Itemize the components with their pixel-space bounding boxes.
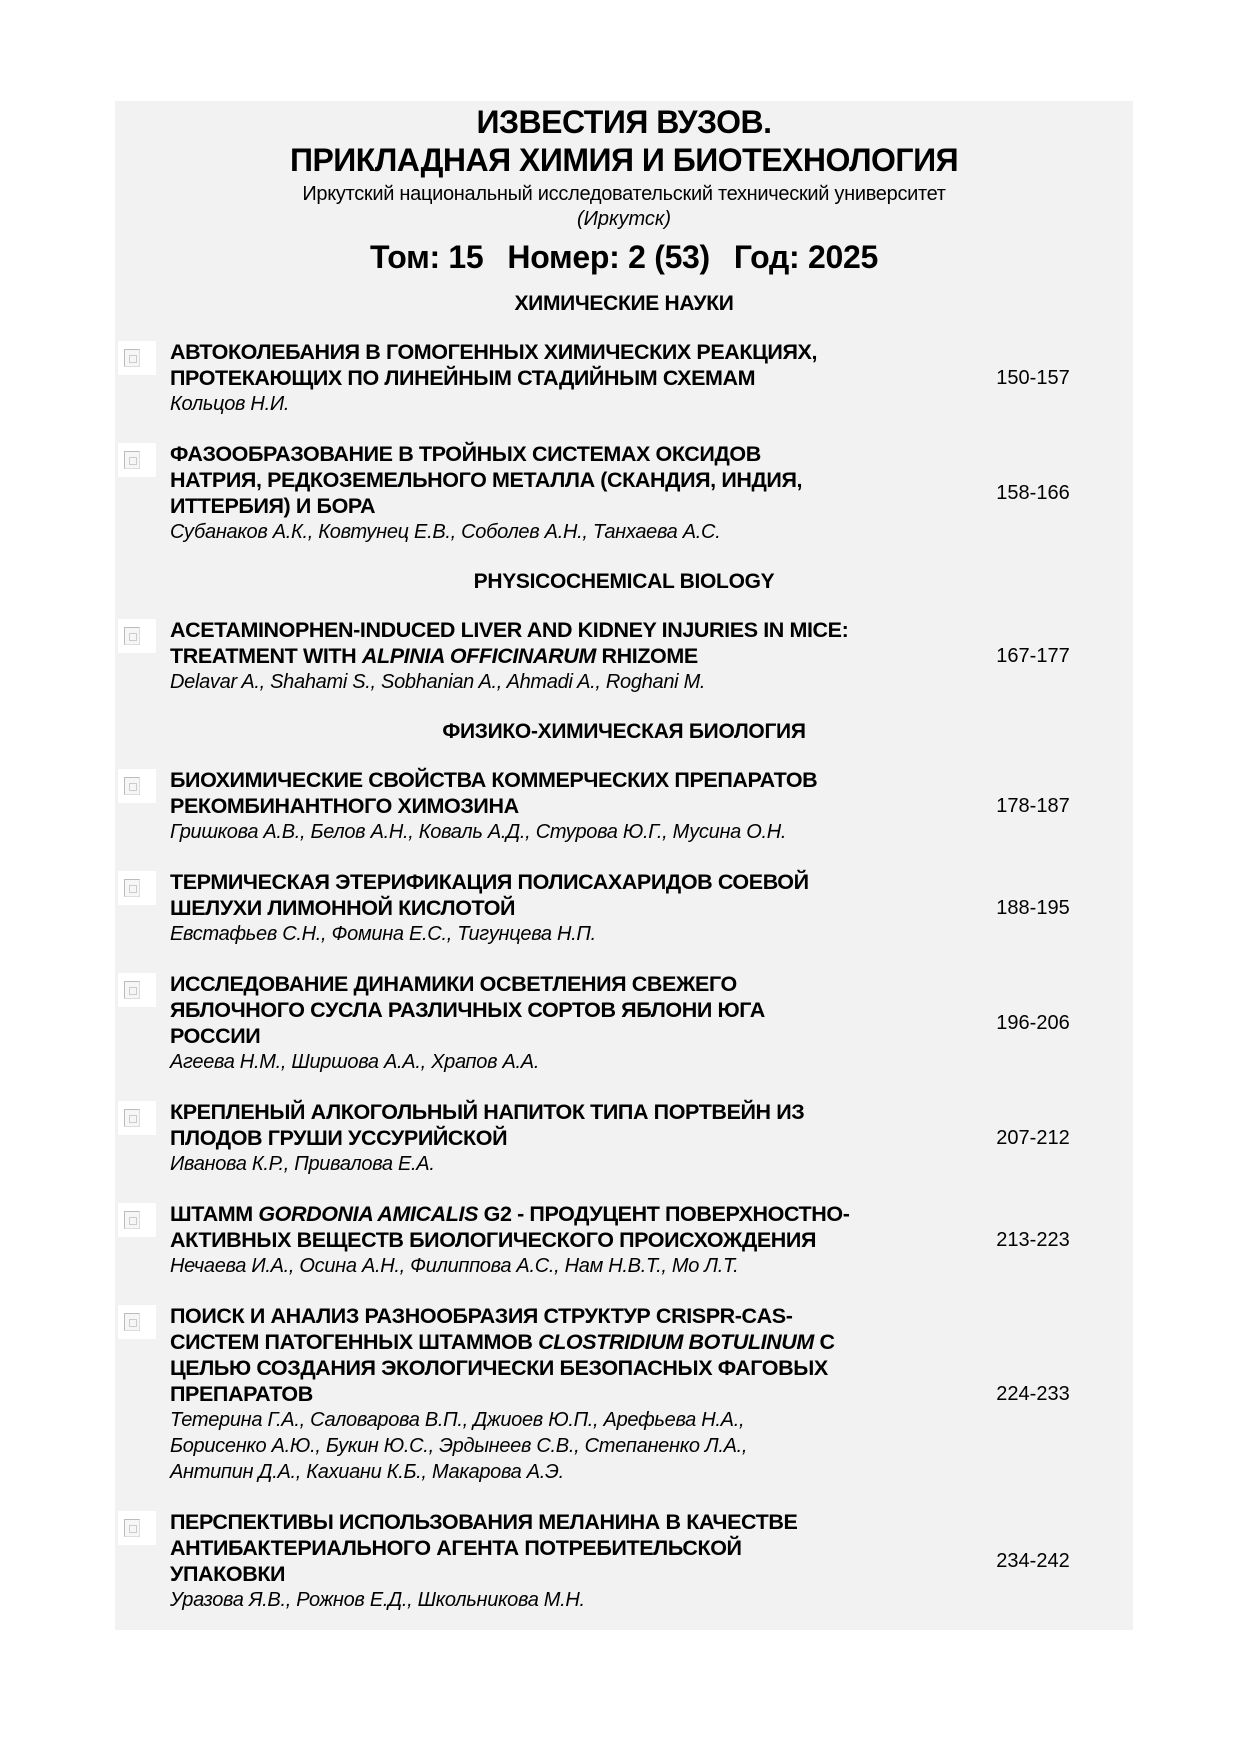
article-checkbox[interactable] xyxy=(118,341,156,375)
title-line xyxy=(170,467,930,493)
title-line xyxy=(170,1125,930,1151)
author-line: Евстафьев С.Н., Фомина Е.С., Тигунцева Н.П. xyxy=(170,923,596,945)
title-segment: GORDONIA AMICALIS xyxy=(258,1202,479,1226)
article-checkbox[interactable] xyxy=(118,1305,156,1339)
article-title[interactable] xyxy=(170,869,930,921)
author-line: Уразова Я.В., Рожнов Е.Д., Школьникова М.Н. xyxy=(170,1589,585,1611)
image-placeholder-icon xyxy=(124,879,140,897)
title-line xyxy=(170,1535,930,1561)
title-segment: РЕКОМБИНАНТНОГО ХИМОЗИНА xyxy=(170,794,519,818)
article-item xyxy=(115,617,1133,695)
title-segment: TREATMENT WITH xyxy=(170,644,362,668)
author-line: Антипин Д.А., Кахиани К.Б., Макарова А.Э. xyxy=(170,1461,564,1483)
article-item xyxy=(115,1509,1133,1613)
article-pages: 188-195 xyxy=(996,897,1070,919)
title-line xyxy=(170,441,930,467)
author-line: Субанаков А.К., Ковтунец Е.В., Соболев А.Н., Танхаева А.С. xyxy=(170,521,721,543)
article-title[interactable] xyxy=(170,441,930,519)
article-checkbox[interactable] xyxy=(118,871,156,905)
title-segment: ПРЕПАРАТОВ xyxy=(170,1382,313,1406)
article-body xyxy=(170,869,930,947)
title-line xyxy=(170,1201,930,1227)
article-checkbox[interactable] xyxy=(118,769,156,803)
number: Номер: 2 (53) xyxy=(507,239,710,275)
journal-header xyxy=(115,103,1133,277)
article-authors xyxy=(170,1587,930,1613)
title-line xyxy=(170,895,930,921)
article-item xyxy=(115,441,1133,545)
author-line: Кольцов Н.И. xyxy=(170,393,290,415)
article-pages: 224-233 xyxy=(996,1383,1070,1405)
title-line xyxy=(170,1355,930,1381)
article-checkbox[interactable] xyxy=(118,973,156,1007)
article-pages: 178-187 xyxy=(996,795,1070,817)
author-line: Нечаева И.А., Осина А.Н., Филиппова А.С., Нам Н.В.Т., Мо Л.Т. xyxy=(170,1255,739,1277)
title-segment: G2 - ПРОДУЦЕНТ ПОВЕРХНОСТНО- xyxy=(478,1202,850,1226)
article-pages: 158-166 xyxy=(996,482,1070,504)
article-title[interactable] xyxy=(170,767,930,819)
article-title[interactable] xyxy=(170,617,930,669)
title-line xyxy=(170,1023,930,1049)
title-segment: ПРОТЕКАЮЩИХ ПО ЛИНЕЙНЫМ СТАДИЙНЫМ СХЕМАМ xyxy=(170,366,756,390)
title-line xyxy=(170,493,930,519)
title-line xyxy=(170,1099,930,1125)
author-line: Гришкова А.В., Белов А.Н., Коваль А.Д., Стурова Ю.Г., Мусина О.Н. xyxy=(170,821,787,843)
article-body xyxy=(170,1201,930,1279)
article-title[interactable] xyxy=(170,1201,930,1253)
article-authors xyxy=(170,391,930,417)
article-checkbox[interactable] xyxy=(118,619,156,653)
title-segment: СИСТЕМ ПАТОГЕННЫХ ШТАММОВ xyxy=(170,1330,539,1354)
image-placeholder-icon xyxy=(124,1519,140,1537)
article-item xyxy=(115,1201,1133,1279)
title-segment: ЦЕЛЬЮ СОЗДАНИЯ ЭКОЛОГИЧЕСКИ БЕЗОПАСНЫХ ФАГОВЫХ xyxy=(170,1356,828,1380)
article-authors xyxy=(170,1253,930,1279)
title-segment: ПЕРСПЕКТИВЫ ИСПОЛЬЗОВАНИЯ МЕЛАНИНА В КАЧЕСТВЕ xyxy=(170,1510,798,1534)
volume: Том: 15 xyxy=(370,239,484,275)
title-segment: ШТАММ xyxy=(170,1202,259,1226)
article-pages: 196-206 xyxy=(996,1012,1070,1034)
article-title[interactable] xyxy=(170,1509,930,1587)
issue-info xyxy=(115,237,1133,277)
author-line: Иванова К.Р., Привалова Е.А. xyxy=(170,1153,435,1175)
title-segment: КРЕПЛЕНЫЙ АЛКОГОЛЬНЫЙ НАПИТОК ТИПА ПОРТВЕЙН ИЗ xyxy=(170,1100,805,1124)
section-heading: PHYSICOCHEMICAL BIOLOGY xyxy=(473,570,775,593)
image-placeholder-icon xyxy=(124,349,140,367)
title-segment: ACETAMINOPHEN-INDUCED LIVER AND KIDNEY INJURIES IN MICE: xyxy=(170,618,849,642)
title-segment: АКТИВНЫХ ВЕЩЕСТВ БИОЛОГИЧЕСКОГО ПРОИСХОЖДЕНИЯ xyxy=(170,1228,817,1252)
author-line: Борисенко А.Ю., Букин Ю.С., Эрдынеев С.В., Степаненко Л.А., xyxy=(170,1435,748,1457)
title-line xyxy=(170,997,930,1023)
title-line xyxy=(170,767,930,793)
article-checkbox[interactable] xyxy=(118,1101,156,1135)
title-segment: ЯБЛОЧНОГО СУСЛА РАЗЛИЧНЫХ СОРТОВ ЯБЛОНИ ЮГА xyxy=(170,998,765,1022)
article-checkbox[interactable] xyxy=(118,1203,156,1237)
article-item xyxy=(115,767,1133,845)
title-segment: НАТРИЯ, РЕДКОЗЕМЕЛЬНОГО МЕТАЛЛА (СКАНДИЯ, ИНДИЯ, xyxy=(170,468,803,492)
title-line xyxy=(170,869,930,895)
article-authors xyxy=(170,1151,930,1177)
title-segment: АВТОКОЛЕБАНИЯ В ГОМОГЕННЫХ ХИМИЧЕСКИХ РЕАКЦИЯХ, xyxy=(170,340,818,364)
article-pages: 234-242 xyxy=(996,1550,1070,1572)
article-body xyxy=(170,441,930,545)
city: (Иркутск) xyxy=(576,208,672,230)
article-pages: 213-223 xyxy=(996,1229,1070,1251)
article-item xyxy=(115,1303,1133,1485)
article-body xyxy=(170,1099,930,1177)
title-line xyxy=(170,793,930,819)
title-line xyxy=(170,1381,930,1407)
article-title[interactable] xyxy=(170,971,930,1049)
title-segment: С xyxy=(813,1330,835,1354)
article-authors xyxy=(170,519,930,545)
year: Год: 2025 xyxy=(733,239,878,275)
article-body xyxy=(170,1509,930,1613)
article-title[interactable] xyxy=(170,339,930,391)
journal-title-line2: ПРИКЛАДНАЯ ХИМИЯ И БИОТЕХНОЛОГИЯ xyxy=(289,142,959,178)
table-of-contents xyxy=(115,101,1133,1630)
title-segment: RHIZOME xyxy=(595,644,698,668)
article-body xyxy=(170,767,930,845)
article-pages: 150-157 xyxy=(996,367,1070,389)
journal-title-line1: ИЗВЕСТИЯ ВУЗОВ. xyxy=(476,104,772,140)
article-item xyxy=(115,869,1133,947)
article-item xyxy=(115,339,1133,417)
title-line xyxy=(170,617,930,643)
title-line xyxy=(170,365,930,391)
section-heading: ХИМИЧЕСКИЕ НАУКИ xyxy=(514,292,734,315)
title-segment: РОССИИ xyxy=(170,1024,261,1048)
title-segment: ALPINIA OFFICINARUM xyxy=(361,644,596,668)
image-placeholder-icon xyxy=(124,777,140,795)
article-pages: 167-177 xyxy=(996,645,1070,667)
title-segment: ПОИСК И АНАЛИЗ РАЗНООБРАЗИЯ СТРУКТУР CRISPR-CAS- xyxy=(170,1304,793,1328)
title-segment: CLOSTRIDIUM BOTULINUM xyxy=(538,1330,814,1354)
article-title[interactable] xyxy=(170,1303,930,1407)
title-segment: ТЕРМИЧЕСКАЯ ЭТЕРИФИКАЦИЯ ПОЛИСАХАРИДОВ СОЕВОЙ xyxy=(170,870,809,894)
article-authors xyxy=(170,819,930,845)
article-body xyxy=(170,1303,930,1485)
section-heading: ФИЗИКО-ХИМИЧЕСКАЯ БИОЛОГИЯ xyxy=(442,720,806,743)
title-segment: БИОХИМИЧЕСКИЕ СВОЙСТВА КОММЕРЧЕСКИХ ПРЕПАРАТОВ xyxy=(170,768,818,792)
article-body xyxy=(170,339,930,417)
title-segment: ПЛОДОВ ГРУШИ УССУРИЙСКОЙ xyxy=(170,1126,508,1150)
title-line xyxy=(170,1561,930,1587)
article-list xyxy=(115,291,1133,1613)
article-authors xyxy=(170,669,930,695)
title-segment: ФАЗООБРАЗОВАНИЕ В ТРОЙНЫХ СИСТЕМАХ ОКСИДОВ xyxy=(170,442,761,466)
title-segment: ИССЛЕДОВАНИЕ ДИНАМИКИ ОСВЕТЛЕНИЯ СВЕЖЕГО xyxy=(170,972,737,996)
image-placeholder-icon xyxy=(124,627,140,645)
title-line xyxy=(170,643,930,669)
article-pages: 207-212 xyxy=(996,1127,1070,1149)
author-line: Тетерина Г.А., Саловарова В.П., Джиоев Ю.П., Арефьева Н.А., xyxy=(170,1409,745,1431)
organization: Иркутский национальный исследовательский технический университет xyxy=(302,183,946,205)
title-segment: ИТТЕРБИЯ) И БОРА xyxy=(170,494,376,518)
article-checkbox[interactable] xyxy=(118,1511,156,1545)
article-title[interactable] xyxy=(170,1099,930,1151)
title-line xyxy=(170,339,930,365)
article-authors xyxy=(170,921,930,947)
article-authors xyxy=(170,1049,930,1075)
title-segment: АНТИБАКТЕРИАЛЬНОГО АГЕНТА ПОТРЕБИТЕЛЬСКОЙ xyxy=(170,1536,742,1560)
article-body xyxy=(170,971,930,1075)
title-line xyxy=(170,1227,930,1253)
article-item xyxy=(115,971,1133,1075)
image-placeholder-icon xyxy=(124,1211,140,1229)
title-line xyxy=(170,971,930,997)
title-segment: УПАКОВКИ xyxy=(170,1562,286,1586)
article-checkbox[interactable] xyxy=(118,443,156,477)
article-body xyxy=(170,617,930,695)
image-placeholder-icon xyxy=(124,1313,140,1331)
article-item xyxy=(115,1099,1133,1177)
title-line xyxy=(170,1303,930,1329)
title-line xyxy=(170,1329,930,1355)
title-segment: ШЕЛУХИ ЛИМОННОЙ КИСЛОТОЙ xyxy=(170,896,516,920)
author-line: Delavar A., Shahami S., Sobhanian A., Ahmadi A., Roghani M. xyxy=(170,671,706,693)
article-authors xyxy=(170,1407,930,1485)
image-placeholder-icon xyxy=(124,451,140,469)
title-line xyxy=(170,1509,930,1535)
author-line: Агеева Н.М., Ширшова А.А., Храпов А.А. xyxy=(170,1051,540,1073)
image-placeholder-icon xyxy=(124,981,140,999)
image-placeholder-icon xyxy=(124,1109,140,1127)
